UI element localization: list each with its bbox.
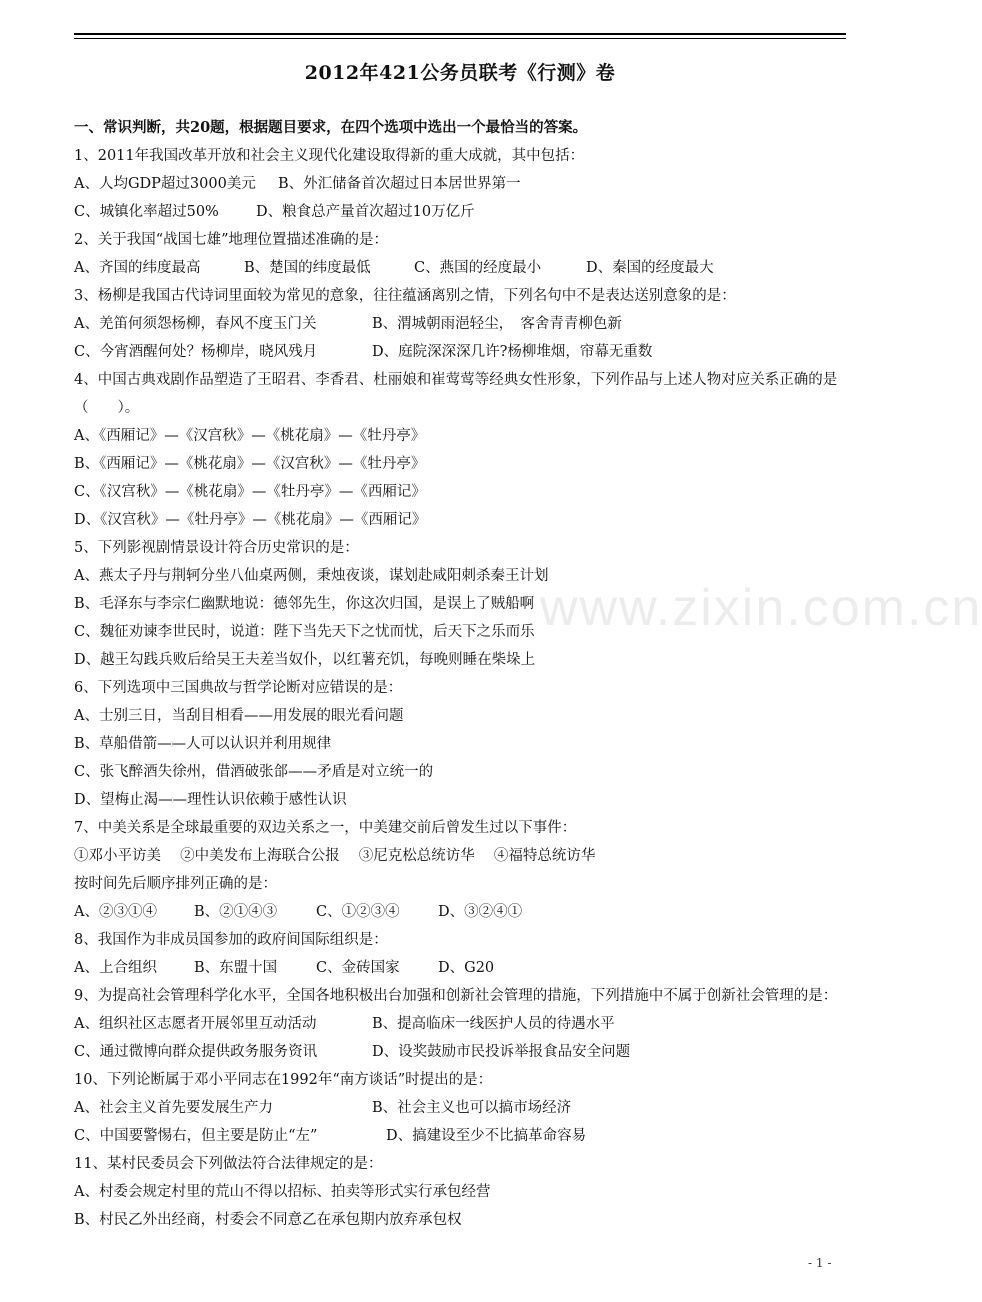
option-a: A、士别三日，当刮目相看——用发展的眼光看问题 — [74, 708, 404, 724]
option-a: A、社会主义首先要发展生产力 — [74, 1100, 273, 1116]
option-d: D、粮食总产量首次超过10万亿斤 — [256, 204, 475, 220]
option-c: C、①②③④ — [316, 904, 400, 920]
option-d: D、设奖鼓励市民投诉举报食品安全问题 — [372, 1044, 631, 1060]
option-a: A、齐国的纬度最高 — [74, 260, 201, 276]
option-c: C、魏征劝谏李世民时，说道：陛下当先天下之忧而忧，后天下之乐而乐 — [74, 624, 535, 640]
option-d: D、庭院深深深几许?杨柳堆烟，帘幕无重数 — [372, 344, 653, 360]
question-7-stem: 7、中美关系是全球最重要的双边关系之一，中美建交前后曾发生过以下事件： — [74, 820, 577, 836]
question-1-stem: 1、2011年我国改革开放和社会主义现代化建设取得新的重大成就，其中包括： — [74, 148, 585, 164]
question-11-stem: 11、某村民委员会下列做法符合法律规定的是： — [74, 1156, 383, 1172]
option-d: D、秦国的经度最大 — [586, 260, 714, 276]
option-a: A、《西厢记》—《汉宫秋》—《桃花扇》—《牡丹亭》 — [74, 428, 426, 444]
option-b: B、渭城朝雨浥轻尘， 客舍青青柳色新 — [372, 316, 622, 332]
option-d: D、越王勾践兵败后给吴王夫差当奴仆，以红薯充饥，每晚则睡在柴垛上 — [74, 652, 536, 668]
watermark: www.zixin.com.cn — [540, 579, 982, 637]
option-b: B、毛泽东与李宗仁幽默地说：德邻先生，你这次归国，是误上了贼船啊 — [74, 596, 535, 612]
option-a: A、上合组织 — [74, 960, 157, 976]
option-a: A、燕太子丹与荆轲分坐八仙桌两侧，秉烛夜谈，谋划赴咸阳刺杀秦王计划 — [74, 568, 549, 584]
page-number: - 1 - — [808, 1256, 832, 1270]
option-b: B、提高临床一线医护人员的待遇水平 — [372, 1016, 615, 1032]
option-c: C、通过微博向群众提供政务服务资讯 — [74, 1044, 318, 1060]
option-d: D、搞建设至少不比搞革命容易 — [386, 1128, 587, 1144]
option-c: C、中国要警惕右，但主要是防止“左” — [74, 1128, 318, 1144]
option-b: B、草船借箭——人可以认识并利用规律 — [74, 736, 332, 752]
document-title: 2012年421公务员联考《行测》卷 — [304, 62, 616, 84]
question-9-options-row-2 — [74, 1038, 850, 1066]
question-8-options — [74, 954, 850, 982]
header-rule-thin — [74, 38, 846, 39]
section-heading: 一、常识判断，共20题，根据题目要求，在四个选项中选出一个最恰当的答案。 — [74, 119, 588, 136]
option-c: C、燕国的经度最小 — [414, 260, 542, 276]
question-1-options-row-2 — [74, 198, 850, 226]
option-b: B、《西厢记》—《桃花扇》—《汉宫秋》—《牡丹亭》 — [74, 456, 426, 472]
option-a: A、②③①④ — [74, 904, 157, 920]
question-3-options-row-1 — [74, 310, 850, 338]
option-c: C、今宵酒醒何处？杨柳岸，晓风残月 — [74, 344, 318, 360]
option-a: A、村委会规定村里的荒山不得以招标、拍卖等形式实行承包经营 — [74, 1184, 491, 1200]
option-a: A、人均GDP超过3000美元 — [74, 176, 256, 192]
option-b: B、村民乙外出经商，村委会不同意乙在承包期内放弃承包权 — [74, 1212, 462, 1228]
question-4-stem: 4、中国古典戏剧作品塑造了王昭君、李香君、杜丽娘和崔莺莺等经典女性形象，下列作品与上述人物对应关系正确的是 （ ）。 — [74, 372, 852, 416]
question-3-stem: 3、杨柳是我国古代诗词里面较为常见的意象，往往蕴涵离别之情，下列名句中不是表达送别意象的是： — [74, 288, 736, 304]
question-10-options-row-2 — [74, 1122, 850, 1150]
question-3-options-row-2 — [74, 338, 850, 366]
option-d: D、G20 — [438, 960, 495, 976]
option-b: B、社会主义也可以搞市场经济 — [372, 1100, 572, 1116]
question-10-options-row-1 — [74, 1094, 850, 1122]
option-c: C、城镇化率超过50% — [74, 204, 219, 220]
option-a: A、羌笛何须怨杨柳，春风不度玉门关 — [74, 316, 317, 332]
option-b: B、②①④③ — [194, 904, 278, 920]
option-d: D、③②④① — [438, 904, 523, 920]
question-7-prompt: 按时间先后顺序排列正确的是： — [74, 876, 277, 892]
question-7-options — [74, 898, 850, 926]
option-c: C、张飞醉酒失徐州，借酒破张郃——矛盾是对立统一的 — [74, 764, 434, 780]
option-d: D、望梅止渴——理性认识依赖于感性认识 — [74, 792, 347, 808]
question-9-options-row-1 — [74, 1010, 850, 1038]
question-10-stem: 10、下列论断属于邓小平同志在1992年“南方谈话”时提出的是： — [74, 1072, 493, 1088]
question-7-events: ①邓小平访美 ②中美发布上海联合公报 ③尼克松总统访华 ④福特总统访华 — [74, 848, 596, 864]
option-a: A、组织社区志愿者开展邻里互动活动 — [74, 1016, 317, 1032]
question-9-stem: 9、为提高社会管理科学化水平，全国各地积极出台加强和创新社会管理的措施，下列措施中不属于创新社会管理的是： — [74, 988, 838, 1004]
option-b: B、楚国的纬度最低 — [244, 260, 371, 276]
question-1-options-row-1 — [74, 170, 850, 198]
document-body — [74, 114, 850, 1234]
option-b: B、外汇储备首次超过日本居世界第一 — [278, 176, 521, 192]
option-c: C、《汉宫秋》—《桃花扇》—《牡丹亭》—《西厢记》 — [74, 484, 426, 500]
option-d: D、《汉宫秋》—《牡丹亭》—《桃花扇》—《西厢记》 — [74, 512, 427, 528]
question-6-stem: 6、下列选项中三国典故与哲学论断对应错误的是： — [74, 680, 403, 696]
question-2-options — [74, 254, 850, 282]
option-c: C、金砖国家 — [316, 960, 400, 976]
question-8-stem: 8、我国作为非成员国参加的政府间国际组织是： — [74, 932, 388, 948]
question-5-stem: 5、下列影视剧情景设计符合历史常识的是： — [74, 540, 359, 556]
header-rule-thick — [74, 33, 846, 35]
question-2-stem: 2、关于我国“战国七雄”地理位置描述准确的是： — [74, 232, 389, 248]
option-b: B、东盟十国 — [194, 960, 278, 976]
